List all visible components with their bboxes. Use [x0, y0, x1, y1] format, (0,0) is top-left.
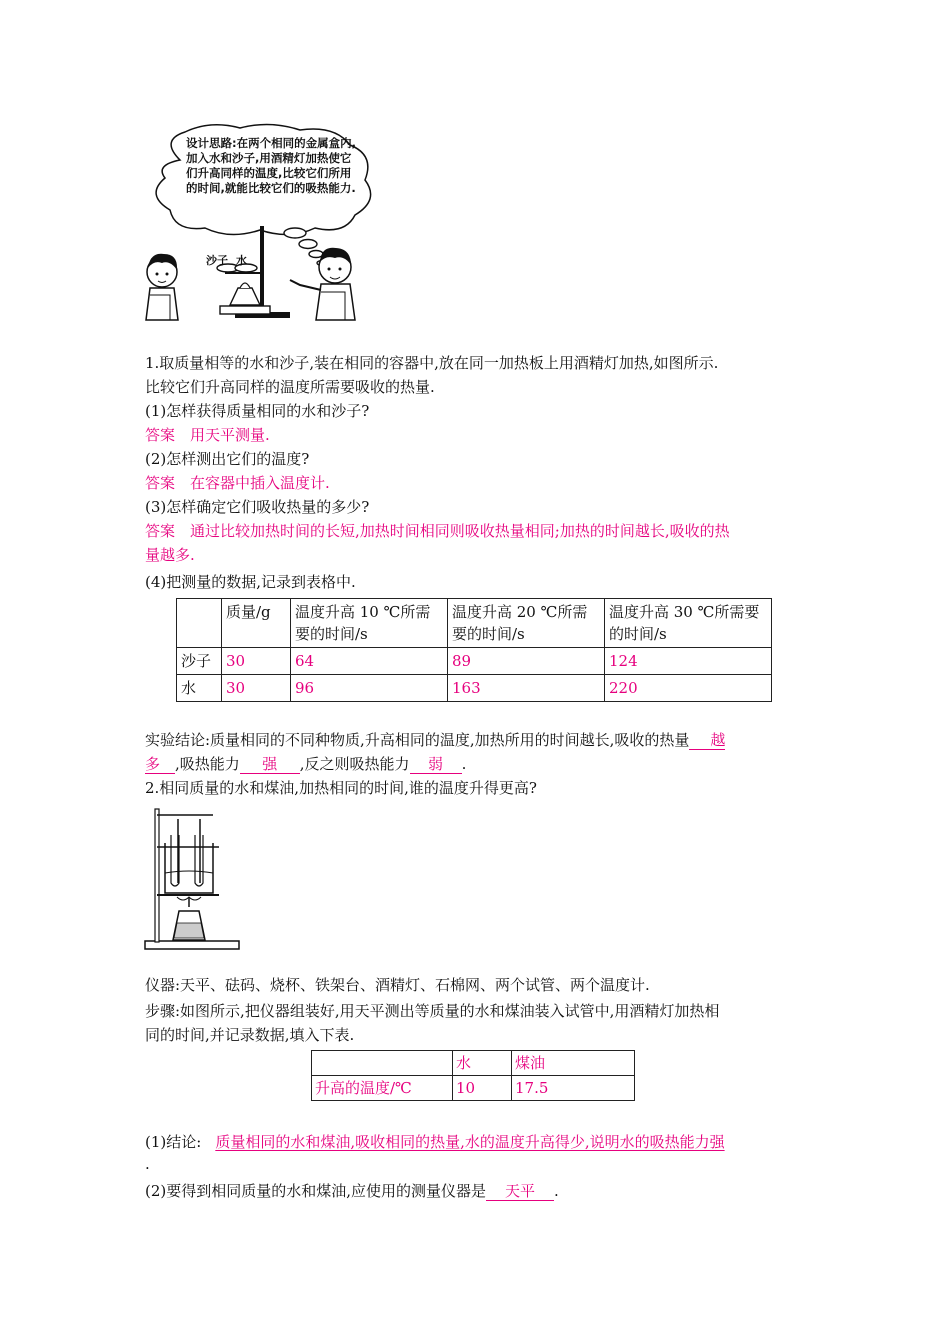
conclusion-end: . [461, 755, 467, 773]
table-row [177, 648, 772, 675]
q2-conclusion-end: . [145, 1155, 150, 1173]
apparatus-diagram [143, 805, 243, 953]
conclusion-answer: 质量相同的水和煤油,吸收相同的热量,水的温度升高得少,说明水的吸热能力强 [215, 1133, 725, 1151]
q1-sub2: (2)怎样测出它们的温度? [145, 450, 310, 468]
col-oil: 煤油 [512, 1051, 635, 1076]
q2-instrument-question [145, 1180, 810, 1202]
table-header-cell [312, 1051, 453, 1076]
table-header-cell: 温度升高 10 ℃所需要的时间/s [291, 599, 448, 648]
blank-more-a: 越 [689, 731, 725, 750]
conclusion-text: ,反之则吸热能力 [299, 755, 410, 773]
q1-conclusion-line2 [145, 753, 810, 775]
label-sand: 沙子 [206, 254, 228, 267]
table-row [177, 675, 772, 702]
table-header-cell [177, 599, 222, 648]
bubble-text: 设计思路:在两个相同的金属盒内,加入水和沙子,用酒精灯加热使它们升高同样的温度,比较它们所用的时间,就能比较它们的吸热能力. [186, 136, 356, 195]
q1-ans3-line2: 量越多. [145, 546, 195, 564]
q2-conclusion [145, 1131, 810, 1153]
q1-intro-line2: 比较它们升高同样的温度所需要吸收的热量. [145, 378, 435, 396]
col-water: 水 [453, 1051, 512, 1076]
cell-t30: 124 [605, 648, 772, 675]
q1-sub1: (1)怎样获得质量相同的水和沙子? [145, 402, 370, 420]
q1-sub3: (3)怎样确定它们吸收热量的多少? [145, 498, 370, 516]
q2-title: 2.相同质量的水和煤油,加热相同的时间,谁的温度升得更高? [145, 779, 537, 797]
table-header-cell: 温度升高 30 ℃所需要的时间/s [605, 599, 772, 648]
q2-steps-line2: 同的时间,并记录数据,填入下表. [145, 1026, 355, 1044]
q1-data-table [176, 598, 772, 702]
cell-mass: 30 [222, 648, 291, 675]
q2-apparatus: 仪器:天平、砝码、烧杯、铁架台、酒精灯、石棉网、两个试管、两个温度计. [145, 976, 650, 994]
cell-t30: 220 [605, 675, 772, 702]
q1-ans2: 答案 在容器中插入温度计. [145, 474, 330, 492]
conclusion-label: (1)结论: [145, 1133, 202, 1151]
table-header-row [177, 599, 772, 648]
instrument-question-text: (2)要得到相同质量的水和煤油,应使用的测量仪器是 [145, 1182, 487, 1200]
table-header-row [312, 1051, 635, 1076]
q1-conclusion-line1 [145, 729, 810, 751]
instrument-end: . [554, 1182, 559, 1200]
cell-oil: 17.5 [512, 1076, 635, 1101]
q1-ans3-line1: 答案 通过比较加热时间的长短,加热时间相同则吸收热量相同;加热的时间越长,吸收的热 [145, 522, 730, 540]
row-label: 水 [177, 675, 222, 702]
cell-water: 10 [453, 1076, 512, 1101]
q1-intro-line1: 1.取质量相等的水和沙子,装在相同的容器中,放在同一加热板上用酒精灯加热,如图所示. [145, 354, 719, 372]
row-label: 沙子 [177, 648, 222, 675]
table-header-cell: 温度升高 20 ℃所需要的时间/s [448, 599, 605, 648]
table-row [312, 1076, 635, 1101]
conclusion-text: 实验结论:质量相同的不同种物质,升高相同的温度,加热所用的时间越长,吸收的热量 [145, 731, 690, 749]
cell-t20: 163 [448, 675, 605, 702]
q2-steps-line1: 步骤:如图所示,把仪器组装好,用天平测出等质量的水和煤油装入试管中,用酒精灯加热相 [145, 1002, 720, 1020]
blank-more-b: 多 [145, 755, 175, 774]
blank-instrument: 天平 [486, 1182, 554, 1201]
conclusion-text: ,吸热能力 [175, 755, 240, 773]
blank-weak: 弱 [410, 755, 462, 774]
cell-t10: 64 [291, 648, 448, 675]
label-water: 水 [236, 254, 247, 267]
table-header-cell: 质量/g [222, 599, 291, 648]
blank-strong: 强 [240, 755, 300, 774]
q1-sub4: (4)把测量的数据,记录到表格中. [145, 573, 356, 591]
cell-t10: 96 [291, 675, 448, 702]
row-label: 升高的温度/℃ [312, 1076, 453, 1101]
cell-mass: 30 [222, 675, 291, 702]
q1-ans1: 答案 用天平测量. [145, 426, 270, 444]
q2-data-table [311, 1050, 635, 1101]
cell-t20: 89 [448, 648, 605, 675]
